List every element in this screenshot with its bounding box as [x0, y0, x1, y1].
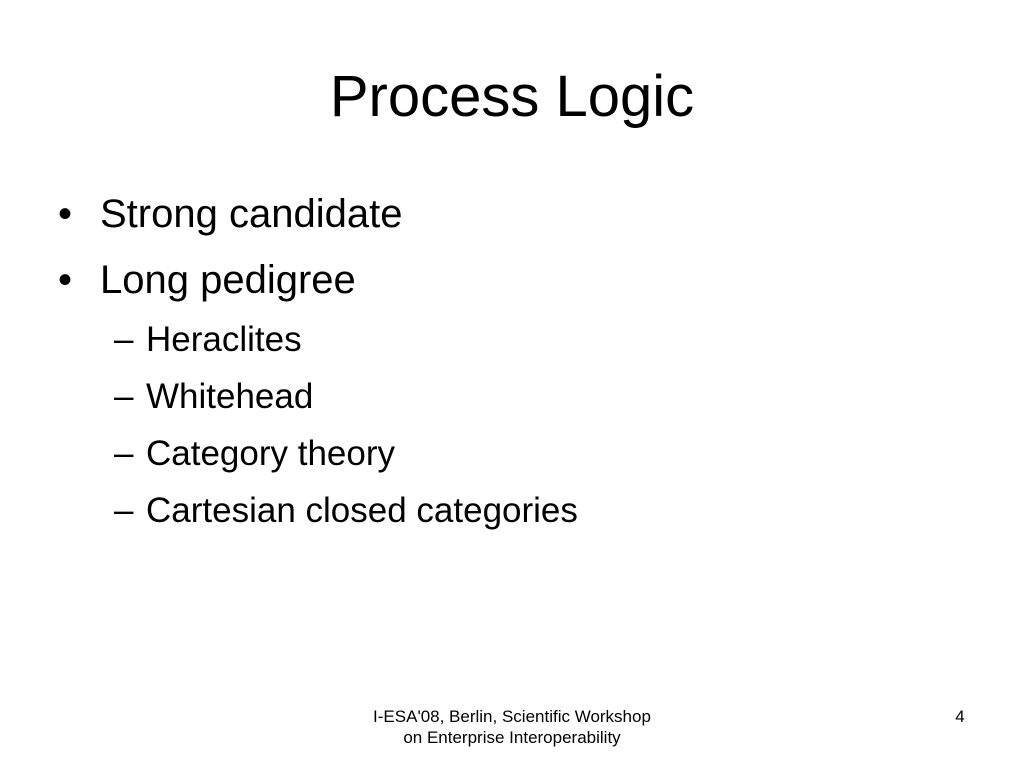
footer-text: I-ESA'08, Berlin, Scientific Workshop on Enterprise Interoperability: [373, 707, 651, 747]
sub-bullet-item: [114, 490, 578, 532]
sub-bullet-text: Category theory: [146, 434, 396, 473]
sub-bullet-text: Whitehead: [146, 377, 314, 416]
sub-bullet-item: [114, 319, 302, 361]
sub-bullet-marker: –: [114, 434, 134, 473]
sub-bullet-marker: –: [114, 377, 134, 416]
bullet-text: Long pedigree: [100, 258, 356, 302]
slide-title: Process Logic: [329, 64, 695, 129]
sub-bullet-text: Heraclites: [146, 320, 302, 359]
sub-bullet-item: [114, 376, 313, 418]
sub-bullet-item: [114, 433, 395, 475]
bullet-item: [58, 256, 356, 304]
sub-bullet-text: Cartesian closed categories: [146, 491, 578, 530]
bullet-marker: •: [58, 258, 73, 302]
sub-bullet-marker: –: [114, 320, 134, 359]
bullet-text: Strong candidate: [100, 192, 403, 236]
sub-bullet-marker: –: [114, 491, 134, 530]
bullet-marker: •: [58, 192, 73, 236]
bullet-item: [58, 190, 402, 238]
page-number: 4: [955, 707, 965, 726]
